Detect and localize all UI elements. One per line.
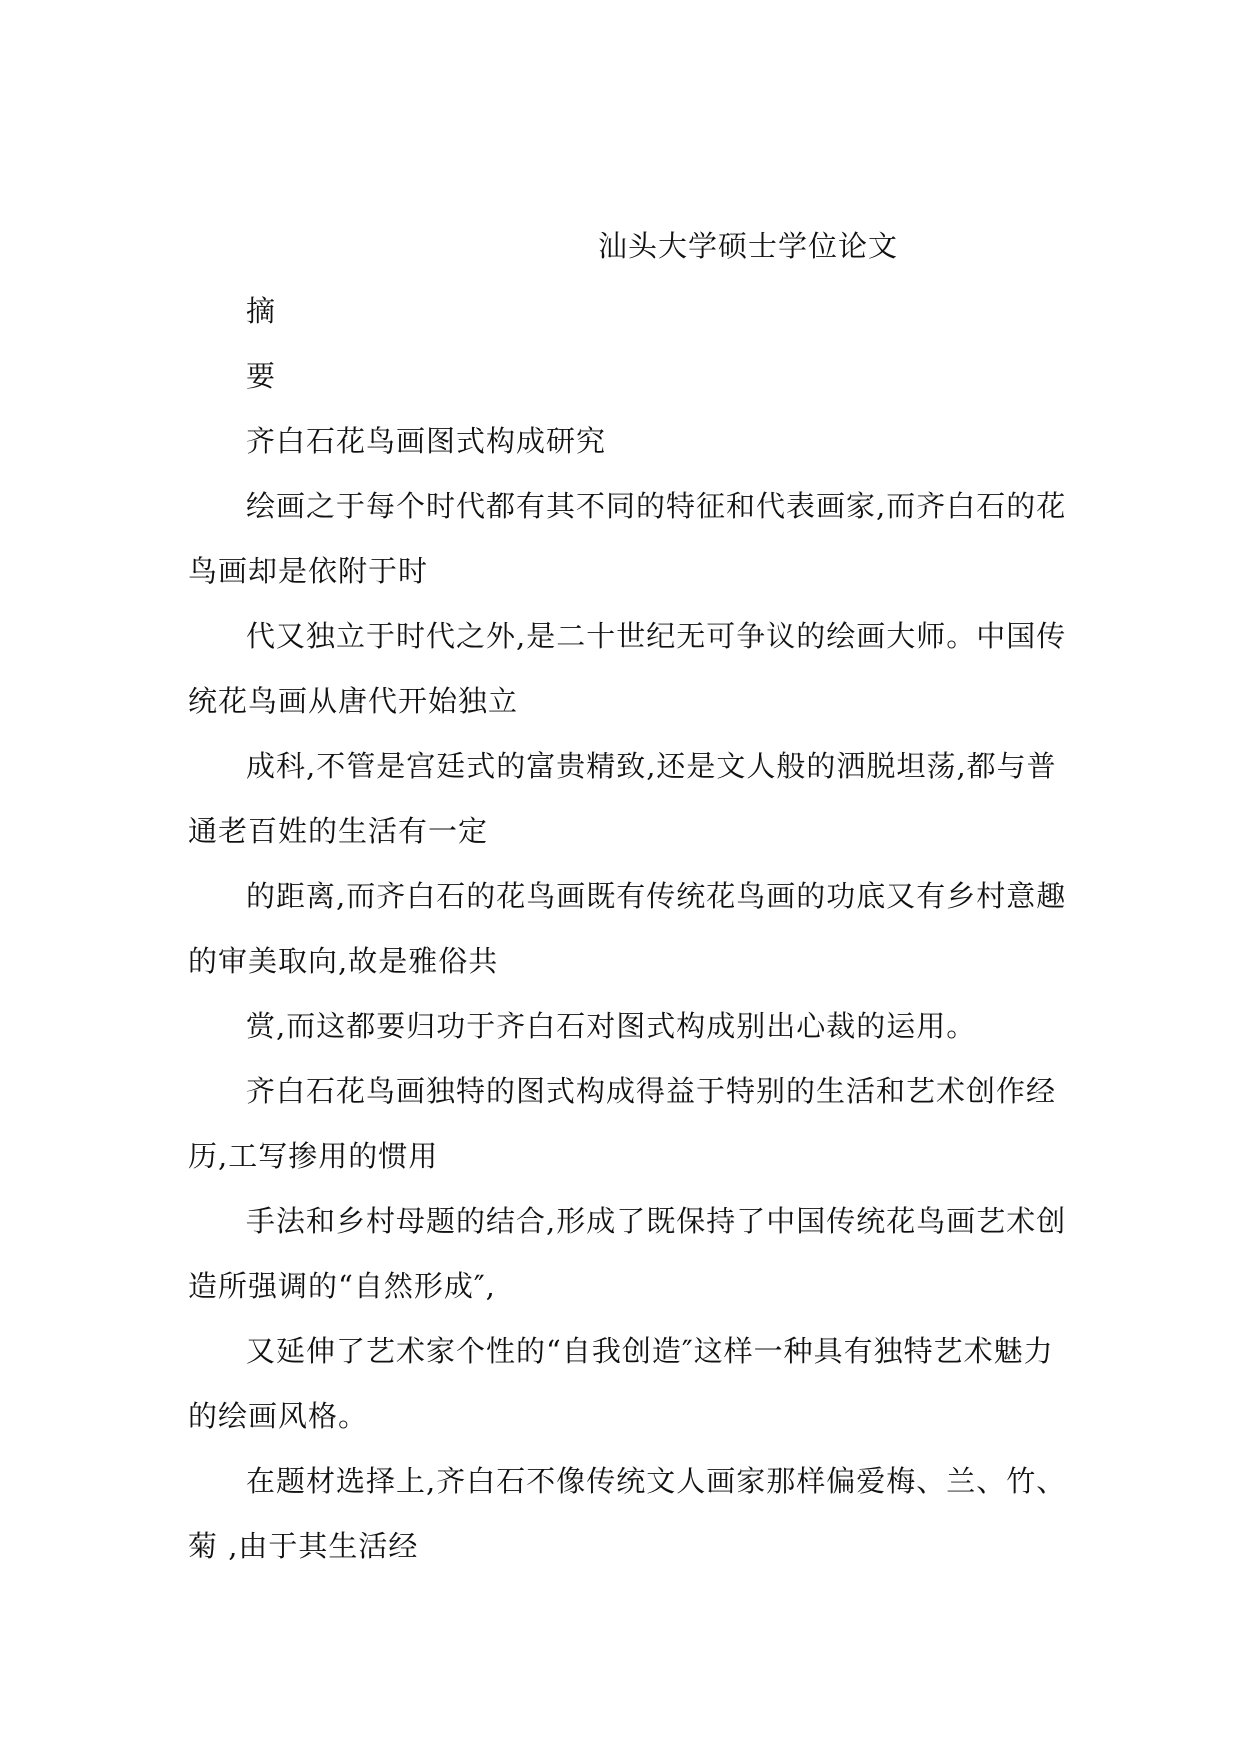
text-line: 通老百姓的生活有一定 (188, 814, 489, 848)
text-line: 的绘画风格。 (188, 1399, 369, 1433)
text-line: 绘画之于每个时代都有其不同的特征和代表画家,而齐白石的花 (246, 489, 1067, 523)
text-line: 齐白石花鸟画图式构成研究 (246, 424, 607, 458)
document-body (188, 291, 1067, 1591)
text-line: 造所强调的“自然形成″, (188, 1269, 496, 1303)
text-line: 的距离,而齐白石的花鸟画既有传统花鸟画的功底又有乡村意趣 (246, 879, 1067, 913)
text-line: 鸟画却是依附于时 (188, 554, 429, 588)
text-line: 成科,不管是宫廷式的富贵精致,还是文人般的洒脱坦荡,都与普 (246, 749, 1057, 783)
text-line: 要 (246, 359, 277, 393)
text-line: 赏,而这都要归功于齐白石对图式构成别出心裁的运用。 (246, 1009, 977, 1043)
text-line: 手法和乡村母题的结合,形成了既保持了中国传统花鸟画艺术创 (246, 1204, 1067, 1238)
text-line: 在题材选择上,齐白石不像传统文人画家那样偏爱梅、兰、竹、 (246, 1464, 1067, 1498)
text-line: 历,工写掺用的惯用 (188, 1139, 439, 1173)
text-line: 菊 ,由于其生活经 (188, 1529, 419, 1563)
text-line: 摘 (246, 294, 277, 328)
thesis-header: 汕头大学硕士学位论文 (598, 229, 899, 263)
text-line: 齐白石花鸟画独特的图式构成得益于特别的生活和艺术创作经 (246, 1074, 1057, 1108)
text-line: 统花鸟画从唐代开始独立 (188, 684, 519, 718)
text-line: 的审美取向,故是雅俗共 (188, 944, 499, 978)
text-line: 又延伸了艺术家个性的“自我创造″这样一种具有独特艺术魅力 (246, 1334, 1054, 1368)
text-line: 代又独立于时代之外,是二十世纪无可争议的绘画大师。中国传 (246, 619, 1067, 653)
